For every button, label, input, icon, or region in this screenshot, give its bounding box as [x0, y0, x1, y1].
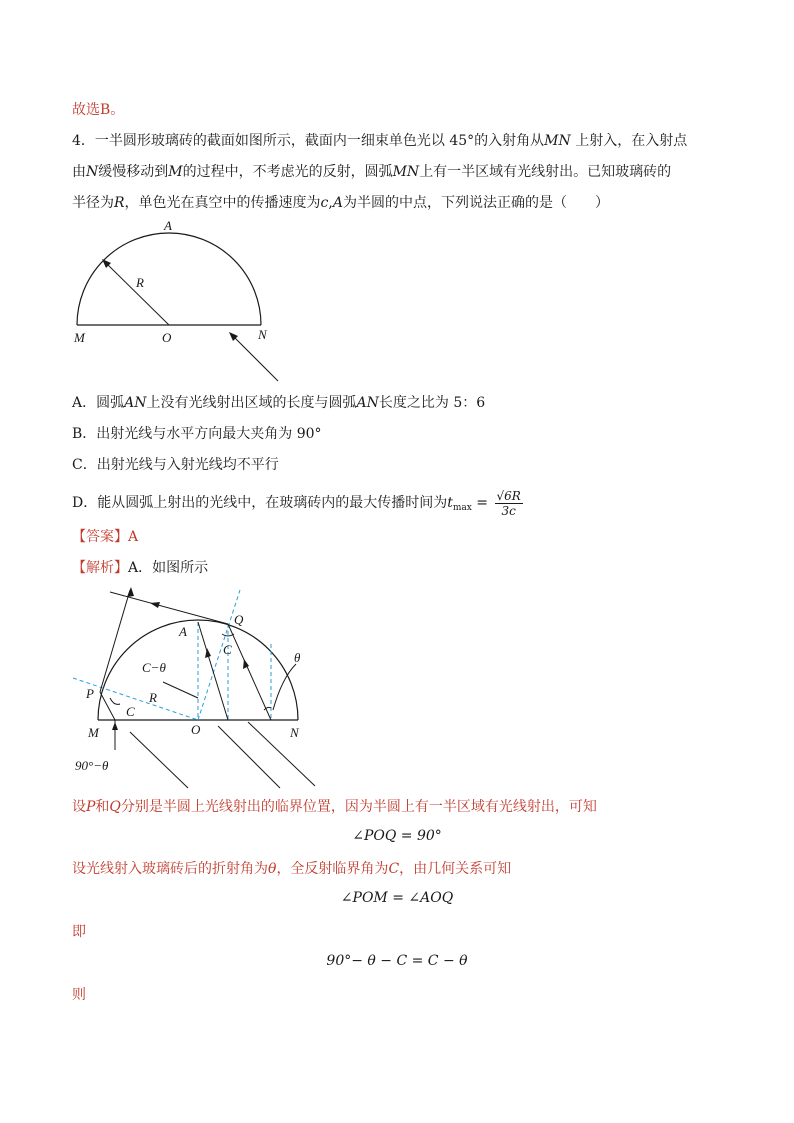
max-time-fraction: $\frac{√6R}{3c}$ — [496, 488, 521, 518]
previous-answer-line: 故选B。 — [72, 102, 125, 118]
arrow-exit-q — [150, 602, 160, 608]
label-C-left: C — [126, 704, 135, 719]
option-a: A．圆弧AN上没有光线射出区域的长度与圆弧AN长度之比为 5：6 — [72, 395, 486, 411]
label-c-minus-theta: C−θ — [142, 660, 166, 675]
semicircle-figure-2 — [68, 582, 318, 792]
semicircle-arc — [77, 233, 261, 325]
label-O: O — [162, 330, 172, 345]
label-M: M — [88, 725, 99, 740]
option-d: D．能从圆弧上射出的光线中，在玻璃砖内的最大传播时间为$t_{max}$ = $\frac{√6R}{3c}$ — [72, 488, 521, 518]
equation-3: 90°− θ − C = C − θ — [326, 953, 468, 969]
solution-line-3: 即 — [72, 924, 86, 940]
label-R: R — [136, 275, 144, 290]
arrow-under-m — [112, 722, 118, 730]
c-theta-pointer — [163, 682, 198, 698]
ray-exit-p — [100, 590, 130, 692]
label-R: R — [149, 690, 157, 705]
equation-1: ∠POQ = 90° — [352, 828, 442, 844]
question-line-2: 由N缓慢移动到M的过程中，不考虑光的反射，圆弧MN上有一半区域有光线射出。已知玻璃砖的 — [72, 164, 672, 180]
label-M: M — [74, 330, 85, 345]
normal-line-q — [198, 590, 240, 720]
analysis-line: 【解析】A．如图所示 — [72, 560, 209, 576]
semicircle-figure-1 — [60, 215, 300, 390]
ray-to-p — [100, 692, 115, 720]
incident-ray-3 — [248, 722, 315, 786]
label-theta: θ — [294, 650, 301, 665]
label-A: A — [164, 218, 172, 233]
incident-ray — [232, 335, 278, 381]
incident-ray-1 — [130, 732, 188, 788]
equation-2: ∠POM = ∠AOQ — [340, 890, 454, 906]
option-c: C．出射光线与入射光线均不平行 — [72, 457, 279, 473]
angle-arc-p — [110, 698, 120, 704]
label-A: A — [179, 624, 187, 639]
arrow-refracted-2 — [243, 659, 249, 669]
solution-line-1: 设P和Q分别是半圆上光线射出的临界位置，因为半圆上有一半区域有光线射出，可知 — [72, 799, 597, 815]
label-N: N — [258, 327, 267, 342]
label-N: N — [290, 725, 299, 740]
question-line-3: 半径为R，单色光在真空中的传播速度为c,A为半圆的中点，下列说法正确的是（ ） — [72, 195, 609, 211]
solution-line-2: 设光线射入玻璃砖后的折射角为θ，全反射临界角为C，由几何关系可知 — [72, 861, 512, 877]
arrow-exit-p — [127, 587, 134, 597]
label-O: O — [191, 722, 201, 737]
label-Q: Q — [234, 612, 244, 627]
label-ninety-minus-theta: 90°−θ — [75, 758, 109, 773]
option-b: B．出射光线与水平方向最大夹角为 90° — [72, 426, 322, 442]
answer-line: 【答案】A — [72, 529, 139, 545]
radius-line — [105, 262, 169, 325]
ray-exit-q — [110, 592, 228, 624]
incident-ray-2 — [218, 726, 280, 788]
refracted-ray-2 — [228, 624, 271, 720]
question-line-1: 4．一半圆形玻璃砖的截面如图所示，截面内一细束单色光以 45°的入射角从MN 上射入，在入射点 — [72, 133, 688, 149]
label-P: P — [86, 686, 94, 701]
label-C-top: C — [223, 642, 232, 657]
solution-line-4: 则 — [72, 987, 86, 1003]
